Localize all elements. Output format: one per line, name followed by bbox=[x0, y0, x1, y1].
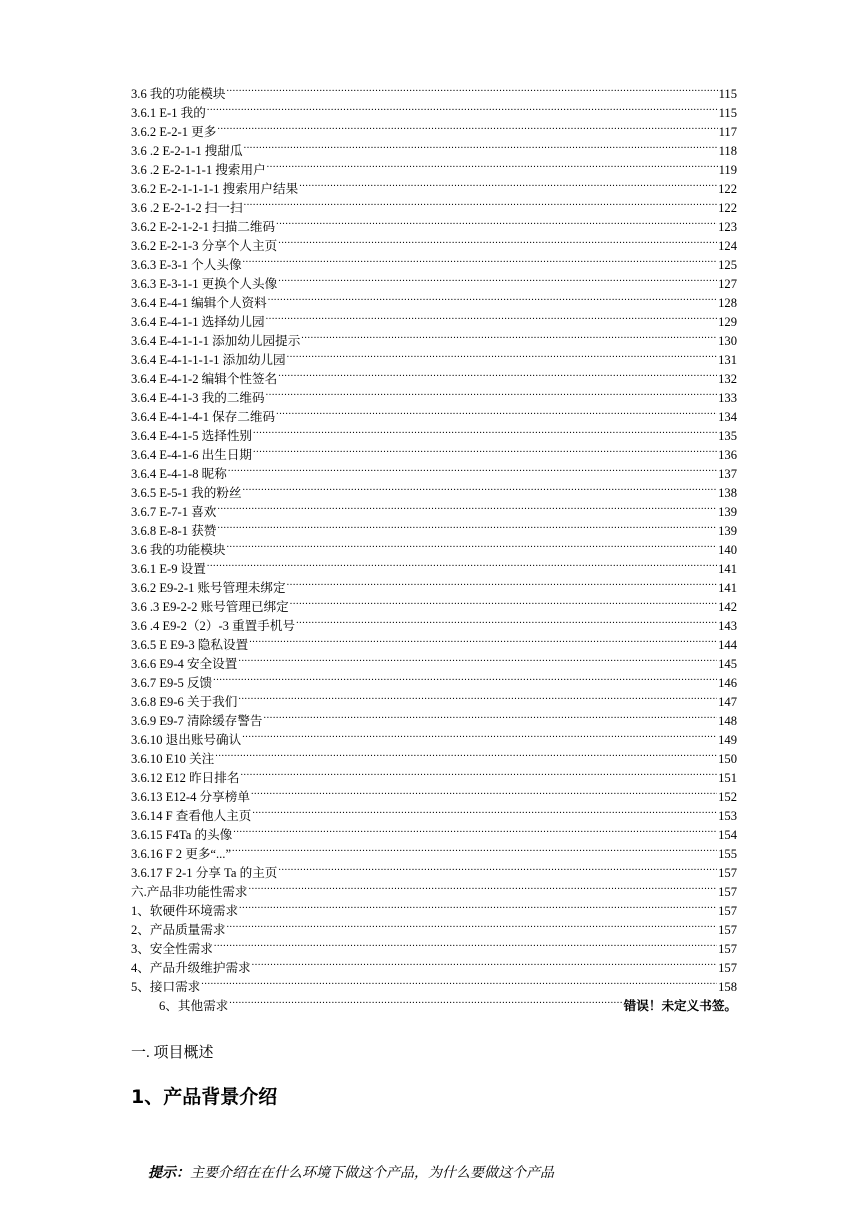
toc-entry-label: 3.6.13 E12-4 分享榜单 bbox=[131, 790, 250, 804]
toc-leader-dots bbox=[290, 592, 717, 611]
toc-entry-label: 3.6 我的功能模块 bbox=[131, 543, 226, 557]
toc-leader-dots bbox=[296, 611, 717, 630]
toc-leader-dots bbox=[278, 364, 717, 383]
toc-entry[interactable] bbox=[131, 535, 737, 557]
toc-leader-dots bbox=[276, 402, 717, 421]
table-of-contents bbox=[131, 79, 737, 1013]
hint-text: 主要介绍在在什么环境下做这个产品，为什么要做这个产品 bbox=[190, 1166, 554, 1181]
toc-entry-page-number: 143 bbox=[718, 619, 737, 633]
toc-entry-label: 3.6.2 E-2-1-3 分享个人主页 bbox=[131, 239, 278, 253]
toc-entry-label: 3.6.5 E-5-1 我的粉丝 bbox=[131, 486, 242, 500]
toc-entry-label: 3.6.4 E-4-1-4-1 保存二维码 bbox=[131, 410, 276, 424]
toc-entry-label: 3.6.1 E-1 我的 bbox=[131, 106, 206, 120]
toc-leader-dots bbox=[266, 307, 717, 326]
toc-entry-label: 3.6.7 E9-5 反馈 bbox=[131, 676, 213, 690]
toc-entry[interactable] bbox=[131, 136, 737, 158]
toc-entry-page-number: 157 bbox=[718, 866, 737, 880]
toc-leader-dots bbox=[217, 516, 717, 535]
toc-leader-dots bbox=[232, 839, 717, 858]
toc-entry-label: 3.6.10 E10 关注 bbox=[131, 752, 215, 766]
toc-entry[interactable] bbox=[131, 763, 737, 785]
toc-entry-page-number: 135 bbox=[718, 429, 737, 443]
toc-leader-dots bbox=[252, 801, 717, 820]
section-title: 一. 项目概述 bbox=[131, 1045, 214, 1061]
toc-leader-dots bbox=[243, 478, 718, 497]
toc-leader-dots bbox=[239, 896, 717, 915]
toc-entry-label: 3.6.15 F4Ta 的头像 bbox=[131, 828, 233, 842]
toc-entry-page-number: 148 bbox=[718, 714, 737, 728]
toc-entry-page-number: 122 bbox=[718, 201, 737, 215]
toc-leader-dots bbox=[229, 991, 622, 1010]
toc-entry-page-number: 127 bbox=[718, 277, 737, 291]
toc-leader-dots bbox=[201, 972, 717, 991]
toc-entry-label: 3.6.4 E-4-1-6 出生日期 bbox=[131, 448, 253, 462]
toc-entry-label: 3.6.4 E-4-1-2 编辑个性签名 bbox=[131, 372, 278, 386]
toc-entry-page-number: 140 bbox=[718, 543, 737, 557]
toc-leader-dots bbox=[299, 174, 717, 193]
toc-entry-label: 3.6.8 E9-6 关于我们 bbox=[131, 695, 238, 709]
toc-entry[interactable] bbox=[131, 516, 737, 538]
toc-entry-label: 3.6.4 E-4-1 编辑个人资料 bbox=[131, 296, 267, 310]
toc-entry[interactable] bbox=[131, 687, 737, 709]
toc-entry-page-number: 138 bbox=[718, 486, 737, 500]
toc-entry-page-number: 150 bbox=[718, 752, 737, 766]
toc-leader-dots bbox=[278, 231, 717, 250]
toc-entry-page-number: 151 bbox=[718, 771, 737, 785]
toc-entry-page-number: 142 bbox=[718, 600, 737, 614]
toc-entry-label: 3.6.12 E12 昨日排名 bbox=[131, 771, 240, 785]
toc-leader-dots bbox=[301, 326, 717, 345]
toc-leader-dots bbox=[217, 117, 717, 136]
toc-leader-dots bbox=[278, 269, 717, 288]
toc-entry[interactable] bbox=[131, 668, 737, 690]
toc-entry-page-number: 128 bbox=[718, 296, 737, 310]
toc-entry-label: 3.6.5 E E9-3 隐私设置 bbox=[131, 638, 249, 652]
toc-entry-label: 3.6.9 E9-7 清除缓存警告 bbox=[131, 714, 263, 728]
toc-leader-dots bbox=[287, 345, 718, 364]
toc-entry[interactable] bbox=[131, 497, 737, 519]
toc-entry-page-number: 158 bbox=[718, 980, 737, 994]
toc-leader-dots bbox=[238, 687, 717, 706]
toc-leader-dots bbox=[244, 193, 718, 212]
toc-entry-label: 3.6.10 退出账号确认 bbox=[131, 733, 242, 747]
toc-leader-dots bbox=[252, 953, 717, 972]
toc-entry-label: 3.6.1 E-9 设置 bbox=[131, 562, 206, 576]
toc-entry-label: 6、其他需求 bbox=[159, 999, 229, 1013]
toc-leader-dots bbox=[278, 858, 717, 877]
toc-entry-page-number: 141 bbox=[718, 562, 737, 576]
toc-entry[interactable] bbox=[131, 972, 737, 994]
toc-entry[interactable] bbox=[131, 554, 737, 576]
toc-entry-label: 3.6.16 F 2 更多“...” bbox=[131, 847, 232, 861]
toc-entry-page-number: 130 bbox=[718, 334, 737, 348]
toc-entry-label: 3.6.4 E-4-1-1-1 添加幼儿园提示 bbox=[131, 334, 301, 348]
toc-leader-dots bbox=[244, 136, 718, 155]
toc-entry-page-number: 137 bbox=[718, 467, 737, 481]
toc-leader-dots bbox=[287, 573, 717, 592]
toc-leader-dots bbox=[226, 915, 717, 934]
toc-leader-dots bbox=[243, 250, 718, 269]
toc-entry-label: 3.6.4 E-4-1-8 昵称 bbox=[131, 467, 227, 481]
toc-leader-dots bbox=[215, 744, 717, 763]
toc-entry-label: 2、产品质量需求 bbox=[131, 923, 226, 937]
toc-entry-label: 3.6.17 F 2-1 分享 Ta 的主页 bbox=[131, 866, 278, 880]
toc-entry-label: 3.6.3 E-3-1 个人头像 bbox=[131, 258, 242, 272]
toc-leader-dots bbox=[238, 649, 717, 668]
toc-leader-dots bbox=[226, 535, 717, 554]
toc-entry-label: 3.6.4 E-4-1-1-1-1 添加幼儿园 bbox=[131, 353, 286, 367]
toc-leader-dots bbox=[253, 440, 717, 459]
toc-entry-page-number: 139 bbox=[718, 505, 737, 519]
toc-entry-page-number: 147 bbox=[718, 695, 737, 709]
toc-leader-dots bbox=[242, 725, 717, 744]
toc-entry-label: 3.6 .2 E-2-1-1 搜甜瓜 bbox=[131, 144, 243, 158]
toc-entry-label: 1、软硬件环境需求 bbox=[131, 904, 239, 918]
toc-entry-label: 3.6.14 F 查看他人主页 bbox=[131, 809, 252, 823]
toc-entry-page-number: 115 bbox=[718, 106, 737, 120]
toc-entry-label: 3.6 .3 E9-2-2 账号管理已绑定 bbox=[131, 600, 289, 614]
toc-entry-page-number: 139 bbox=[718, 524, 737, 538]
toc-entry-label: 3.6.2 E-2-1-1-1-1 搜索用户结果 bbox=[131, 182, 299, 196]
toc-entry-page-number: 157 bbox=[718, 904, 737, 918]
toc-entry-label: 3.6.3 E-3-1-1 更换个人头像 bbox=[131, 277, 278, 291]
toc-entry-label: 3.6.4 E-4-1-1 选择幼儿园 bbox=[131, 315, 265, 329]
hint-label: 提示： bbox=[148, 1166, 190, 1181]
toc-entry-page-number: 157 bbox=[718, 961, 737, 975]
toc-entry-page-number: 132 bbox=[718, 372, 737, 386]
toc-leader-dots bbox=[251, 782, 717, 801]
toc-entry[interactable] bbox=[131, 744, 737, 766]
toc-entry[interactable] bbox=[131, 573, 737, 595]
toc-entry-page-number: 152 bbox=[718, 790, 737, 804]
toc-entry-page-number: 157 bbox=[718, 942, 737, 956]
toc-leader-dots bbox=[213, 668, 717, 687]
toc-leader-dots bbox=[207, 98, 718, 117]
toc-leader-dots bbox=[217, 497, 717, 516]
toc-entry-page-number: 134 bbox=[718, 410, 737, 424]
toc-entry-label: 3.6.2 E-2-1 更多 bbox=[131, 125, 217, 139]
toc-entry-page-number: 146 bbox=[718, 676, 737, 690]
toc-entry-page-number: 115 bbox=[718, 87, 737, 101]
toc-entry[interactable] bbox=[131, 79, 737, 101]
toc-leader-dots bbox=[240, 763, 717, 782]
toc-entry-label: 3.6 .2 E-2-1-2 扫一扫 bbox=[131, 201, 243, 215]
toc-entry-page-number: 149 bbox=[718, 733, 737, 747]
toc-leader-dots bbox=[226, 79, 717, 98]
toc-entry-label: 3.6.6 E9-4 安全设置 bbox=[131, 657, 238, 671]
toc-entry-label: 3、安全性需求 bbox=[131, 942, 213, 956]
toc-leader-dots bbox=[276, 212, 717, 231]
toc-entry-label: 3.6 我的功能模块 bbox=[131, 87, 226, 101]
toc-entry-page-number: 124 bbox=[718, 239, 737, 253]
toc-entry-page-number: 错误！未定义书签。 bbox=[623, 998, 737, 1013]
page-heading: 1、产品背景介绍 bbox=[131, 1086, 278, 1108]
toc-entry-label: 4、产品升级维护需求 bbox=[131, 961, 251, 975]
toc-entry-label: 3.6 .4 E9-2（2）-3 重置手机号 bbox=[131, 619, 296, 633]
toc-entry-page-number: 153 bbox=[718, 809, 737, 823]
toc-entry-page-number: 141 bbox=[718, 581, 737, 595]
toc-entry-page-number: 125 bbox=[718, 258, 737, 272]
toc-entry[interactable] bbox=[131, 934, 737, 956]
toc-entry-page-number: 129 bbox=[718, 315, 737, 329]
toc-entry-label: 3.6.4 E-4-1-5 选择性别 bbox=[131, 429, 253, 443]
toc-entry-label: 3.6.7 E-7-1 喜欢 bbox=[131, 505, 217, 519]
toc-entry-label: 六.产品非功能性需求 bbox=[131, 885, 248, 899]
toc-entry-page-number: 123 bbox=[718, 220, 737, 234]
toc-leader-dots bbox=[267, 155, 718, 174]
toc-entry-page-number: 157 bbox=[718, 923, 737, 937]
toc-entry-page-number: 119 bbox=[718, 163, 737, 177]
toc-entry[interactable] bbox=[131, 117, 737, 139]
toc-entry-label: 3.6.4 E-4-1-3 我的二维码 bbox=[131, 391, 265, 405]
toc-leader-dots bbox=[264, 706, 718, 725]
toc-entry-page-number: 118 bbox=[718, 144, 737, 158]
toc-entry-page-number: 144 bbox=[718, 638, 737, 652]
toc-entry-page-number: 155 bbox=[718, 847, 737, 861]
toc-entry[interactable] bbox=[131, 991, 737, 1013]
toc-entry-page-number: 157 bbox=[718, 885, 737, 899]
toc-entry-page-number: 131 bbox=[718, 353, 737, 367]
toc-leader-dots bbox=[268, 288, 717, 307]
toc-leader-dots bbox=[233, 820, 717, 839]
toc-leader-dots bbox=[249, 877, 718, 896]
toc-entry-page-number: 117 bbox=[718, 125, 737, 139]
toc-entry[interactable] bbox=[131, 98, 737, 120]
toc-entry-label: 3.6.2 E9-2-1 账号管理未绑定 bbox=[131, 581, 286, 595]
toc-leader-dots bbox=[228, 459, 717, 478]
toc-leader-dots bbox=[253, 421, 717, 440]
toc-leader-dots bbox=[249, 630, 717, 649]
toc-entry-label: 3.6.8 E-8-1 获赞 bbox=[131, 524, 217, 538]
toc-entry-label: 3.6 .2 E-2-1-1-1 搜索用户 bbox=[131, 163, 266, 177]
toc-entry-page-number: 122 bbox=[718, 182, 737, 196]
toc-leader-dots bbox=[266, 383, 717, 402]
hint-paragraph bbox=[148, 1164, 554, 1184]
toc-entry-page-number: 136 bbox=[718, 448, 737, 462]
toc-entry-page-number: 154 bbox=[718, 828, 737, 842]
toc-leader-dots bbox=[214, 934, 717, 953]
toc-entry-page-number: 133 bbox=[718, 391, 737, 405]
toc-leader-dots bbox=[207, 554, 717, 573]
toc-entry-page-number: 145 bbox=[718, 657, 737, 671]
toc-entry[interactable] bbox=[131, 953, 737, 975]
toc-entry-label: 3.6.2 E-2-1-2-1 扫描二维码 bbox=[131, 220, 276, 234]
toc-entry-label: 5、接口需求 bbox=[131, 980, 201, 994]
